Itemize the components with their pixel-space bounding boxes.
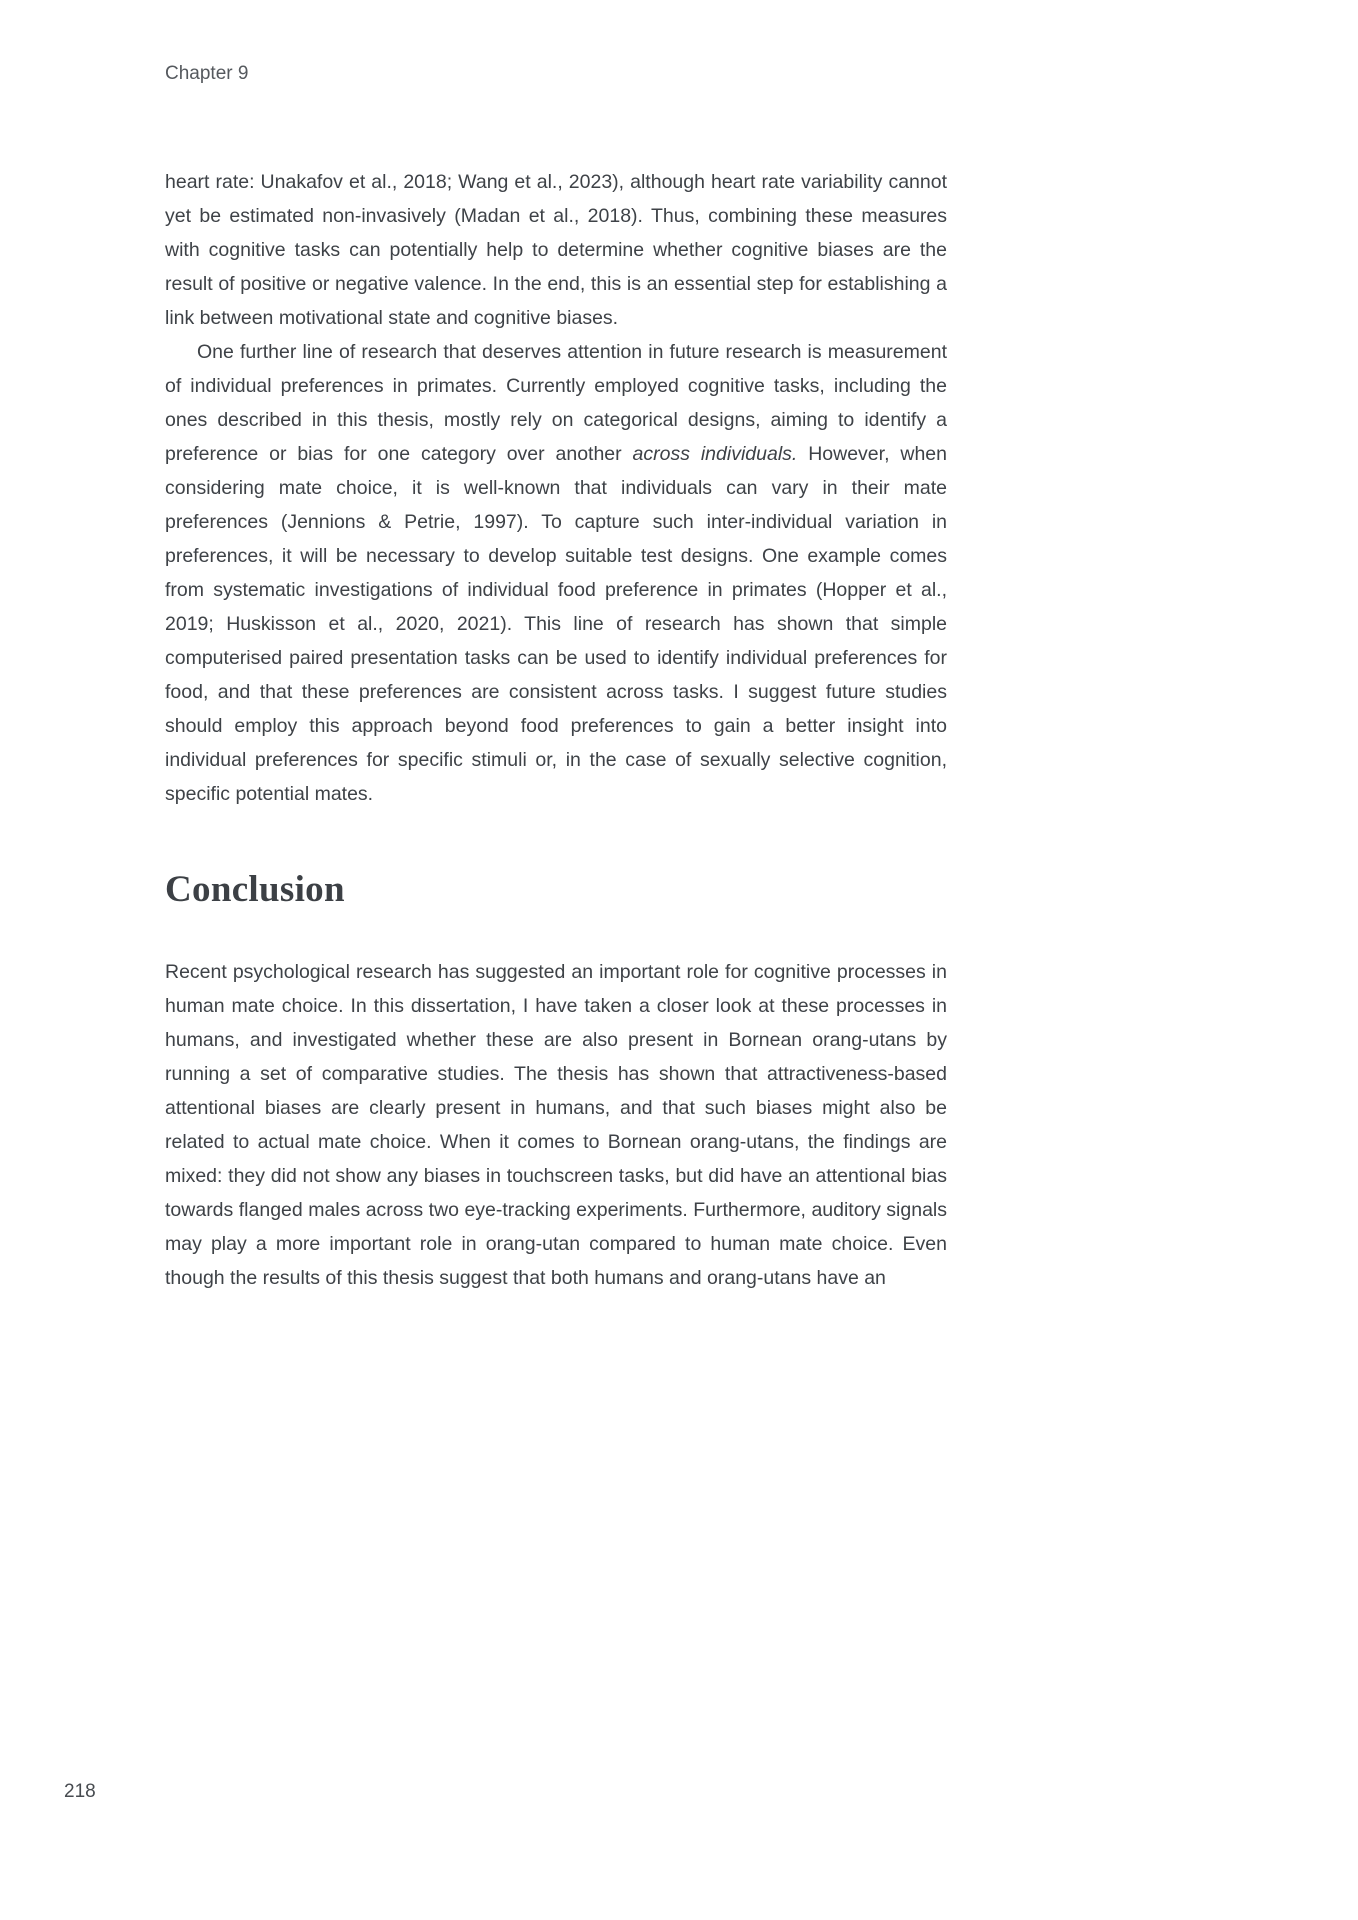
paragraph-text: Recent psychological research has suggested an important role for cognitive processes in human mate choice. In this dissertation, I have taken a closer look at these processes in humans, and investigated whether these are also present in Bornean orang-utans by running a set of comparative studies. The thesis has shown that attractiveness-based attentional biases are clearly present in humans, and that such biases might also be related to actual mate choice. When it comes to Bornean orang-utans, the findings are mixed: they did not show any biases in touchscreen tasks, but did have an attentional bias towards flanged males across two eye-tracking experiments. Furthermore, auditory signals may play a more important role in orang-utan compared to human mate choice. Even though the results of this thesis suggest that both humans and orang-utans have an bbox=[165, 961, 947, 1289]
paragraph-text: One further line of research that deserves attention in future research is measurement of individual preferences in primates. Currently employed cognitive tasks, including the ones described in this thesis, mostly rely on categorical designs, aiming to identify a preference or bias for one category over another bbox=[165, 341, 947, 465]
page-number: 218 bbox=[64, 1781, 96, 1802]
section-heading: Conclusion bbox=[165, 869, 345, 910]
paragraph-text: heart rate: Unakafov et al., 2018; Wang et al., 2023), although heart rate variability cannot yet be estimated non-invasively (Madan et al., 2018). Thus, combining these measures with cognitive tasks can potentially help to determine whether cognitive biases are the result of positive or negative valence. In the end, this is an essential step for establishing a link between motivational state and cognitive biases. bbox=[165, 171, 947, 329]
body-paragraph-1 bbox=[165, 165, 947, 335]
body-paragraph-3 bbox=[165, 955, 947, 1295]
body-paragraph-2 bbox=[165, 335, 947, 811]
running-header: Chapter 9 bbox=[165, 63, 249, 84]
paragraph-text-italic: across individuals. bbox=[632, 443, 798, 465]
paragraph-text: However, when considering mate choice, it is well-known that individuals can vary in their mate preferences (Jennions & Petrie, 1997). To capture such inter-individual variation in preferences, it will be necessary to develop suitable test designs. One example comes from systematic investigations of individual food preference in primates (Hopper et al., 2019; Huskisson et al., 2020, 2021). This line of research has shown that simple computerised paired presentation tasks can be used to identify individual preferences for food, and that these preferences are consistent across tasks. I suggest future studies should employ this approach beyond food preferences to gain a better insight into individual preferences for specific stimuli or, in the case of sexually selective cognition, specific potential mates. bbox=[165, 443, 947, 805]
text-block bbox=[165, 165, 947, 1295]
